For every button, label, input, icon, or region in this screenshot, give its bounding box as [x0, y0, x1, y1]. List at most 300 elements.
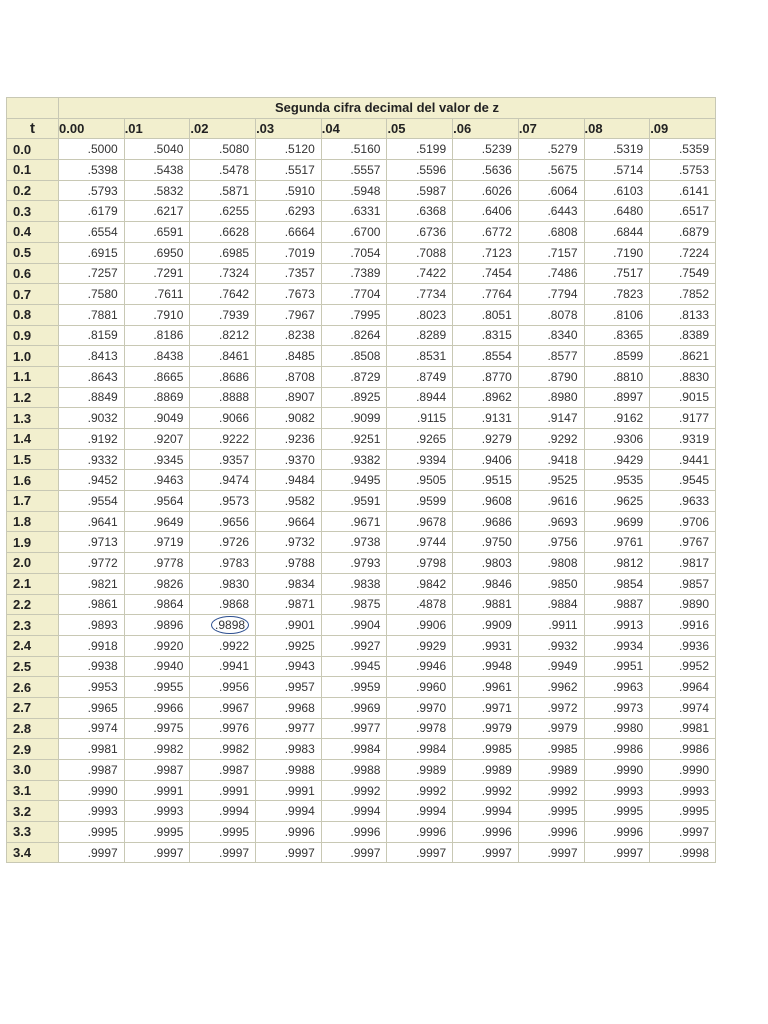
- table-cell: [518, 739, 584, 760]
- cell-value: .6217: [153, 204, 184, 219]
- table-cell: [387, 222, 453, 243]
- row-header: 2.2: [7, 594, 59, 615]
- cell-value: .6664: [284, 224, 315, 239]
- cell-value: .5636: [481, 162, 512, 177]
- cell-value: .9616: [547, 493, 578, 508]
- cell-value: .9989: [481, 762, 512, 777]
- cell-value: .9997: [87, 845, 118, 860]
- table-cell: [387, 511, 453, 532]
- cell-value: .5080: [219, 142, 250, 157]
- table-cell: [190, 470, 256, 491]
- cell-value: .9890: [678, 597, 709, 612]
- cell-value: .9961: [481, 680, 512, 695]
- table-row: [7, 242, 716, 263]
- row-header: 3.3: [7, 822, 59, 843]
- cell-value: .9573: [219, 493, 250, 508]
- cell-value: .9964: [678, 680, 709, 695]
- cell-value: .9222: [219, 431, 250, 446]
- table-cell: [518, 697, 584, 718]
- cell-value: .7939: [219, 307, 250, 322]
- row-header: 2.6: [7, 677, 59, 698]
- table-row: [7, 697, 716, 718]
- cell-value: .7642: [219, 287, 250, 302]
- cell-value: .9976: [219, 721, 250, 736]
- cell-value: .5120: [284, 142, 315, 157]
- cell-value: .9767: [678, 535, 709, 550]
- cell-value: .9441: [678, 452, 709, 467]
- cell-value: .5319: [613, 142, 644, 157]
- cell-value: .9916: [678, 618, 709, 633]
- row-header: 0.5: [7, 242, 59, 263]
- cell-value: .5557: [350, 162, 381, 177]
- cell-value: .9345: [153, 452, 184, 467]
- cell-value: .9732: [284, 535, 315, 550]
- cell-value: .8438: [153, 349, 184, 364]
- table-cell: [650, 387, 716, 408]
- cell-value: .7794: [547, 287, 578, 302]
- table-cell: [256, 532, 322, 553]
- table-cell: [584, 822, 650, 843]
- table-cell: [387, 325, 453, 346]
- table-cell: [190, 408, 256, 429]
- cell-value: .9995: [87, 824, 118, 839]
- table-cell: [256, 677, 322, 698]
- cell-value: .5359: [678, 142, 709, 157]
- table-cell: [190, 511, 256, 532]
- table-cell: [256, 366, 322, 387]
- table-cell: [518, 573, 584, 594]
- table-cell: [59, 180, 125, 201]
- cell-value: .8665: [153, 369, 184, 384]
- row-header: 0.0: [7, 139, 59, 160]
- table-cell: [453, 139, 519, 160]
- row-header: 0.1: [7, 160, 59, 181]
- table-cell: [321, 201, 387, 222]
- cell-value: .5596: [416, 162, 447, 177]
- cell-value: .8810: [613, 369, 644, 384]
- cell-value: .9994: [350, 804, 381, 819]
- cell-value: .8907: [284, 390, 315, 405]
- cell-value: .9931: [481, 638, 512, 653]
- cell-value: .7389: [350, 266, 381, 281]
- cell-value: .9906: [416, 618, 447, 633]
- cell-value: .8051: [481, 307, 512, 322]
- row-header: 1.5: [7, 449, 59, 470]
- cell-value: .9988: [284, 762, 315, 777]
- cell-value: .9750: [481, 535, 512, 550]
- cell-value: .7157: [547, 245, 578, 260]
- cell-value: .9925: [284, 638, 315, 653]
- cell-value: .9971: [481, 700, 512, 715]
- cell-value: .8997: [613, 390, 644, 405]
- table-cell: [59, 760, 125, 781]
- table-cell: [59, 429, 125, 450]
- table-cell: [124, 346, 190, 367]
- table-cell: [650, 470, 716, 491]
- cell-value: .9664: [284, 514, 315, 529]
- cell-value: .7881: [87, 307, 118, 322]
- cell-value: .9995: [219, 824, 250, 839]
- cell-value: .9319: [678, 431, 709, 446]
- table-cell: [584, 429, 650, 450]
- table-cell: [256, 739, 322, 760]
- table-cell: [518, 760, 584, 781]
- table-cell: [124, 822, 190, 843]
- cell-value: .9996: [613, 824, 644, 839]
- cell-value: .9992: [416, 783, 447, 798]
- cell-value: .5675: [547, 162, 578, 177]
- table-cell: [584, 656, 650, 677]
- cell-value: .9959: [350, 680, 381, 695]
- cell-value: .9943: [284, 659, 315, 674]
- cell-value: .8686: [219, 369, 250, 384]
- cell-value: .5832: [153, 183, 184, 198]
- table-cell: [59, 284, 125, 305]
- row-header: 3.0: [7, 760, 59, 781]
- table-cell: [124, 304, 190, 325]
- cell-value: .6700: [350, 224, 381, 239]
- row-header: 0.3: [7, 201, 59, 222]
- table-cell: [124, 718, 190, 739]
- table-cell: [453, 470, 519, 491]
- cell-value: .6879: [678, 224, 709, 239]
- cell-value: .9987: [153, 762, 184, 777]
- table-cell: [584, 408, 650, 429]
- z-column-header: t: [7, 118, 59, 139]
- cell-value: .9495: [350, 473, 381, 488]
- cell-value: .5040: [153, 142, 184, 157]
- table-cell: [650, 304, 716, 325]
- cell-value: .9726: [219, 535, 250, 550]
- cell-value: .9995: [678, 804, 709, 819]
- table-cell: [321, 160, 387, 181]
- cell-value: .9979: [547, 721, 578, 736]
- table-cell: [321, 553, 387, 574]
- table-cell: [321, 222, 387, 243]
- table-cell: [124, 284, 190, 305]
- column-header: .01: [124, 118, 190, 139]
- cell-value: .9997: [219, 845, 250, 860]
- cell-value: .6628: [219, 224, 250, 239]
- cell-value: .9821: [87, 576, 118, 591]
- table-cell: [387, 429, 453, 450]
- table-cell: [387, 677, 453, 698]
- table-cell: [256, 697, 322, 718]
- table-cell: [453, 635, 519, 656]
- table-cell: [256, 760, 322, 781]
- row-header: 2.4: [7, 635, 59, 656]
- z-table: [6, 97, 716, 863]
- cell-value: .7764: [481, 287, 512, 302]
- cell-value: .9881: [481, 597, 512, 612]
- table-row: [7, 263, 716, 284]
- table-cell: [453, 242, 519, 263]
- cell-value: .6736: [416, 224, 447, 239]
- row-header: 2.3: [7, 615, 59, 636]
- table-cell: [59, 325, 125, 346]
- column-header: .05: [387, 118, 453, 139]
- table-cell: [453, 822, 519, 843]
- cell-value: .6985: [219, 245, 250, 260]
- cell-value: .7291: [153, 266, 184, 281]
- table-cell: [256, 780, 322, 801]
- table-cell: [59, 842, 125, 863]
- table-cell: [124, 180, 190, 201]
- cell-value: .9357: [219, 452, 250, 467]
- cell-value: .9987: [87, 762, 118, 777]
- table-cell: [518, 263, 584, 284]
- table-cell: [453, 615, 519, 636]
- cell-value: .9015: [678, 390, 709, 405]
- cell-value: .9893: [87, 618, 118, 633]
- row-header: 1.7: [7, 491, 59, 512]
- cell-value: .9977: [350, 721, 381, 736]
- table-cell: [124, 801, 190, 822]
- table-cell: [518, 139, 584, 160]
- cell-value: .9591: [350, 493, 381, 508]
- table-cell: [321, 760, 387, 781]
- cell-value: .7357: [284, 266, 315, 281]
- table-cell: [59, 263, 125, 284]
- table-cell: [518, 553, 584, 574]
- cell-value: .9793: [350, 555, 381, 570]
- table-cell: [584, 491, 650, 512]
- cell-value: .9901: [284, 618, 315, 633]
- row-header: 0.9: [7, 325, 59, 346]
- cell-value: .9918: [87, 638, 118, 653]
- cell-value: .9864: [153, 597, 184, 612]
- cell-value: .8708: [284, 369, 315, 384]
- table-row: [7, 325, 716, 346]
- row-header: 1.8: [7, 511, 59, 532]
- table-cell: [59, 739, 125, 760]
- table-cell: [650, 553, 716, 574]
- table-cell: [256, 594, 322, 615]
- table-row: [7, 677, 716, 698]
- table-cell: [453, 366, 519, 387]
- table-cell: [256, 346, 322, 367]
- table-cell: [321, 284, 387, 305]
- row-header: 3.4: [7, 842, 59, 863]
- table-cell: [387, 780, 453, 801]
- table-cell: [650, 739, 716, 760]
- row-header: 1.4: [7, 429, 59, 450]
- cell-value: .5793: [87, 183, 118, 198]
- cell-value: .9177: [678, 411, 709, 426]
- table-cell: [256, 801, 322, 822]
- table-cell: [321, 346, 387, 367]
- table-cell: [190, 325, 256, 346]
- cell-value: .9803: [481, 555, 512, 570]
- table-cell: [453, 842, 519, 863]
- table-cell: [584, 470, 650, 491]
- table-cell: [387, 594, 453, 615]
- cell-value: .9970: [416, 700, 447, 715]
- cell-value: .7190: [613, 245, 644, 260]
- table-cell: [256, 160, 322, 181]
- table-cell: [387, 180, 453, 201]
- table-cell: [59, 387, 125, 408]
- cell-value: .9306: [613, 431, 644, 446]
- table-row: [7, 387, 716, 408]
- table-cell: [190, 760, 256, 781]
- cell-value: .9986: [678, 742, 709, 757]
- table-cell: [518, 677, 584, 698]
- cell-value: .5438: [153, 162, 184, 177]
- cell-value: .9418: [547, 452, 578, 467]
- table-cell: [190, 677, 256, 698]
- table-cell: [387, 760, 453, 781]
- column-header: .06: [453, 118, 519, 139]
- cell-value: .8944: [416, 390, 447, 405]
- cell-value: .9772: [87, 555, 118, 570]
- table-cell: [59, 780, 125, 801]
- table-cell: [650, 449, 716, 470]
- table-cell: [190, 304, 256, 325]
- row-header: 2.0: [7, 553, 59, 574]
- table-row: [7, 284, 716, 305]
- table-cell: [190, 780, 256, 801]
- cell-value: .9985: [547, 742, 578, 757]
- table-body: [7, 139, 716, 863]
- cell-value: .5000: [87, 142, 118, 157]
- cell-value: .9979: [481, 721, 512, 736]
- table-cell: [650, 242, 716, 263]
- table-cell: [387, 366, 453, 387]
- cell-value: .9875: [350, 597, 381, 612]
- table-row: [7, 822, 716, 843]
- table-cell: [584, 573, 650, 594]
- cell-value: .9978: [416, 721, 447, 736]
- table-cell: [124, 242, 190, 263]
- table-cell: [190, 842, 256, 863]
- table-cell: [59, 656, 125, 677]
- cell-value: .6293: [284, 204, 315, 219]
- table-cell: [321, 635, 387, 656]
- table-cell: [518, 718, 584, 739]
- cell-value: .9545: [678, 473, 709, 488]
- table-cell: [518, 470, 584, 491]
- table-cell: [124, 429, 190, 450]
- cell-value: .6103: [613, 183, 644, 198]
- table-cell: [59, 718, 125, 739]
- table-row: [7, 780, 716, 801]
- cell-value: .9992: [481, 783, 512, 798]
- table-cell: [124, 635, 190, 656]
- cell-value: .9997: [678, 824, 709, 839]
- cell-value: .6368: [416, 204, 447, 219]
- cell-value: .9406: [481, 452, 512, 467]
- table-cell: [453, 449, 519, 470]
- table-cell: [518, 346, 584, 367]
- row-header: 1.2: [7, 387, 59, 408]
- cell-value: .9993: [87, 804, 118, 819]
- table-cell: [584, 511, 650, 532]
- table-cell: [650, 511, 716, 532]
- cell-value: .6554: [87, 224, 118, 239]
- table-cell: [387, 160, 453, 181]
- table-cell: [256, 408, 322, 429]
- table-cell: [453, 180, 519, 201]
- table-cell: [190, 697, 256, 718]
- cell-value: .9932: [547, 638, 578, 653]
- table-cell: [453, 573, 519, 594]
- table-cell: [453, 201, 519, 222]
- table-row: [7, 532, 716, 553]
- table-cell: [387, 263, 453, 284]
- table-cell: [256, 429, 322, 450]
- cell-value: .9641: [87, 514, 118, 529]
- cell-value: .8159: [87, 328, 118, 343]
- table-cell: [256, 180, 322, 201]
- table-cell: [256, 491, 322, 512]
- cell-value: .8980: [547, 390, 578, 405]
- table-cell: [124, 573, 190, 594]
- cell-value: .9993: [678, 783, 709, 798]
- cell-value: .5517: [284, 162, 315, 177]
- cell-value: .9963: [613, 680, 644, 695]
- cell-value: .7088: [416, 245, 447, 260]
- cell-value: .9830: [219, 576, 250, 591]
- title-corner: [7, 98, 59, 119]
- column-header: .04: [321, 118, 387, 139]
- table-cell: [124, 739, 190, 760]
- cell-value: .6844: [613, 224, 644, 239]
- cell-value: .6443: [547, 204, 578, 219]
- table-cell: [518, 304, 584, 325]
- cell-value: .9955: [153, 680, 184, 695]
- cell-value: .9969: [350, 700, 381, 715]
- cell-value: .9994: [284, 804, 315, 819]
- cell-value: .9997: [613, 845, 644, 860]
- cell-value: .9909: [481, 618, 512, 633]
- cell-value: .7995: [350, 307, 381, 322]
- table-cell: [321, 615, 387, 636]
- table-cell: [453, 222, 519, 243]
- table-cell: [518, 180, 584, 201]
- cell-value: .5987: [416, 183, 447, 198]
- cell-value: .6591: [153, 224, 184, 239]
- table-cell: [453, 739, 519, 760]
- table-cell: [650, 822, 716, 843]
- row-header: 1.1: [7, 366, 59, 387]
- cell-value: .8925: [350, 390, 381, 405]
- cell-value: .9913: [613, 618, 644, 633]
- cell-value: .6480: [613, 204, 644, 219]
- table-cell: [321, 822, 387, 843]
- cell-value: .9382: [350, 452, 381, 467]
- cell-value: .9975: [153, 721, 184, 736]
- table-row: [7, 201, 716, 222]
- table-cell: [124, 656, 190, 677]
- cell-value: .9936: [678, 638, 709, 653]
- cell-value: .7224: [678, 245, 709, 260]
- table-cell: [650, 284, 716, 305]
- table-cell: [59, 697, 125, 718]
- cell-value: .7486: [547, 266, 578, 281]
- table-cell: [387, 573, 453, 594]
- cell-value: .9251: [350, 431, 381, 446]
- table-row: [7, 801, 716, 822]
- row-header: 2.7: [7, 697, 59, 718]
- cell-value: .6406: [481, 204, 512, 219]
- cell-value: .8106: [613, 307, 644, 322]
- table-cell: [321, 780, 387, 801]
- cell-value: .9896: [153, 618, 184, 633]
- table-cell: [124, 615, 190, 636]
- table-cell: [650, 325, 716, 346]
- table-cell: [650, 139, 716, 160]
